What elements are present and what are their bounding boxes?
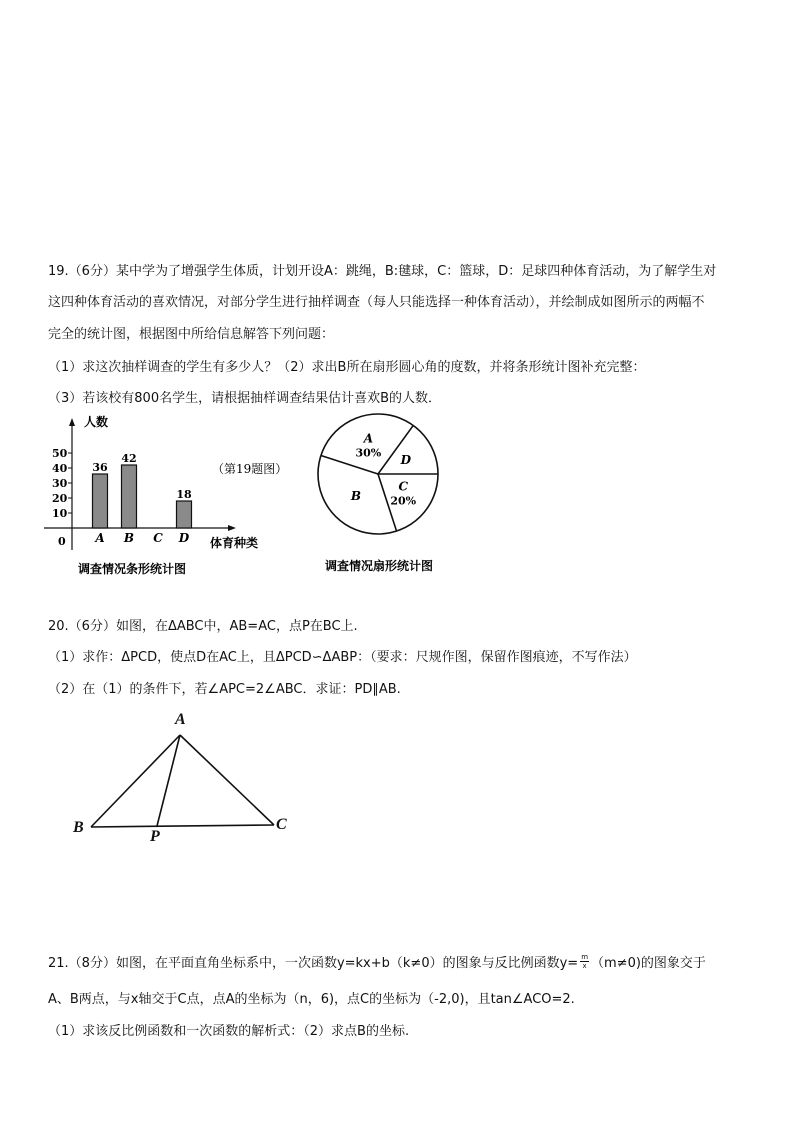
q21-line-1-b: （m≠0)的图象交于 (591, 956, 706, 971)
pie-slice-label-A: A (363, 431, 374, 446)
bar-x-axis-arrow (228, 525, 236, 531)
pie-slice-label-D: D (400, 452, 412, 467)
bar-ytick-label-40: 40 (52, 462, 68, 475)
q19-line-4: （1）求这次抽样调查的学生有多少人？（2）求出B所在扇形圆心角的度数，并将条形统计图补充完整： (48, 360, 646, 375)
pie-slice-percent-A: 30% (355, 446, 382, 460)
bar-category-label-B: B (123, 531, 135, 545)
side-bc (91, 825, 274, 827)
bar-A (93, 474, 108, 528)
bar-value-label-B: 42 (121, 452, 137, 465)
q19-line-1: 19.（6分）某中学为了增强学生体质，计划开设A：跳绳，B:毽球，C：篮球，D：足球四种体育活动，为了解学生对 (48, 264, 717, 279)
fraction-denominator: x (582, 962, 587, 970)
q21-line-1-a: 21.（8分）如图，在平面直角坐标系中，一次函数y=kx+b（k≠0）的图象与反比例函数y= (48, 956, 579, 971)
side-ab (91, 735, 180, 827)
pie-slice-label-C: C (398, 479, 409, 494)
bar-ytick-label-10: 10 (52, 507, 68, 520)
pie-slice-percent-C: 20% (390, 494, 417, 508)
pie-slice-label-B: B (350, 489, 362, 504)
bar-chart-title: 调查情况条形统计图 (78, 562, 187, 576)
bar-chart-annotation: （第19题图） (212, 462, 288, 476)
point-p-label: P (150, 828, 160, 845)
bar-ytick-label-30: 30 (52, 477, 68, 490)
bar-category-label-A: A (95, 531, 105, 545)
bar-category-label-D: D (178, 531, 190, 545)
side-ac (180, 735, 274, 825)
bar-value-label-A: 36 (92, 461, 108, 474)
bar-ytick-label-20: 20 (52, 492, 68, 505)
pie-chart-title: 调查情况扇形统计图 (325, 559, 434, 573)
bar-category-label-C: C (153, 531, 163, 545)
bar-B (122, 465, 137, 528)
bar-chart (44, 410, 294, 582)
bar-chart-xlabel: 体育种类 (210, 536, 259, 550)
q19-line-2: 这四种体育活动的喜欢情况，对部分学生进行抽样调查（每人只能选择一种体育活动），并绘制成如图所示的两幅不 (48, 295, 705, 310)
q21-line-1 (48, 955, 706, 972)
point-b-label: B (73, 819, 84, 836)
q19-line-3: 完全的统计图，根据图中所给信息解答下列问题： (48, 327, 335, 342)
q21-line-3: （1）求该反比例函数和一次函数的解析式：（2）求点B的坐标. (48, 1024, 410, 1039)
bar-chart-ylabel: 人数 (84, 415, 109, 429)
point-c-label: C (276, 816, 287, 833)
q20-line-3: （2）在（1）的条件下，若∠APC=2∠ABC．求证：PD∥AB. (48, 682, 401, 697)
bar-D (177, 501, 192, 528)
bar-y-axis-arrow (69, 418, 75, 426)
q20-line-1: 20.（6分）如图，在ΔABC中，AB=AC，点P在BC上. (48, 619, 358, 634)
pie-chart (310, 410, 470, 582)
bar-ytick-label-50: 50 (52, 447, 68, 460)
bar-value-label-D: 18 (176, 488, 192, 501)
fraction-numerator: m (581, 953, 589, 961)
q20-line-2: （1）求作：ΔPCD，使点D在AC上，且ΔPCD∽ΔABP：（要求：尺规作图，保留作图痕迹，不写作法） (48, 650, 637, 665)
bar-chart-origin: 0 (58, 535, 66, 548)
q21-line-2: A、B两点，与x轴交于C点，点A的坐标为（n，6)，点C的坐标为（-2,0)，且tan∠ACO=2. (48, 992, 575, 1007)
fraction-m-over-x (580, 953, 589, 970)
segment-ap (157, 735, 180, 826)
point-a-label: A (175, 711, 186, 728)
q19-line-5: （3）若该校有800名学生，请根据抽样调查结果估计喜欢B的人数． (48, 391, 442, 406)
